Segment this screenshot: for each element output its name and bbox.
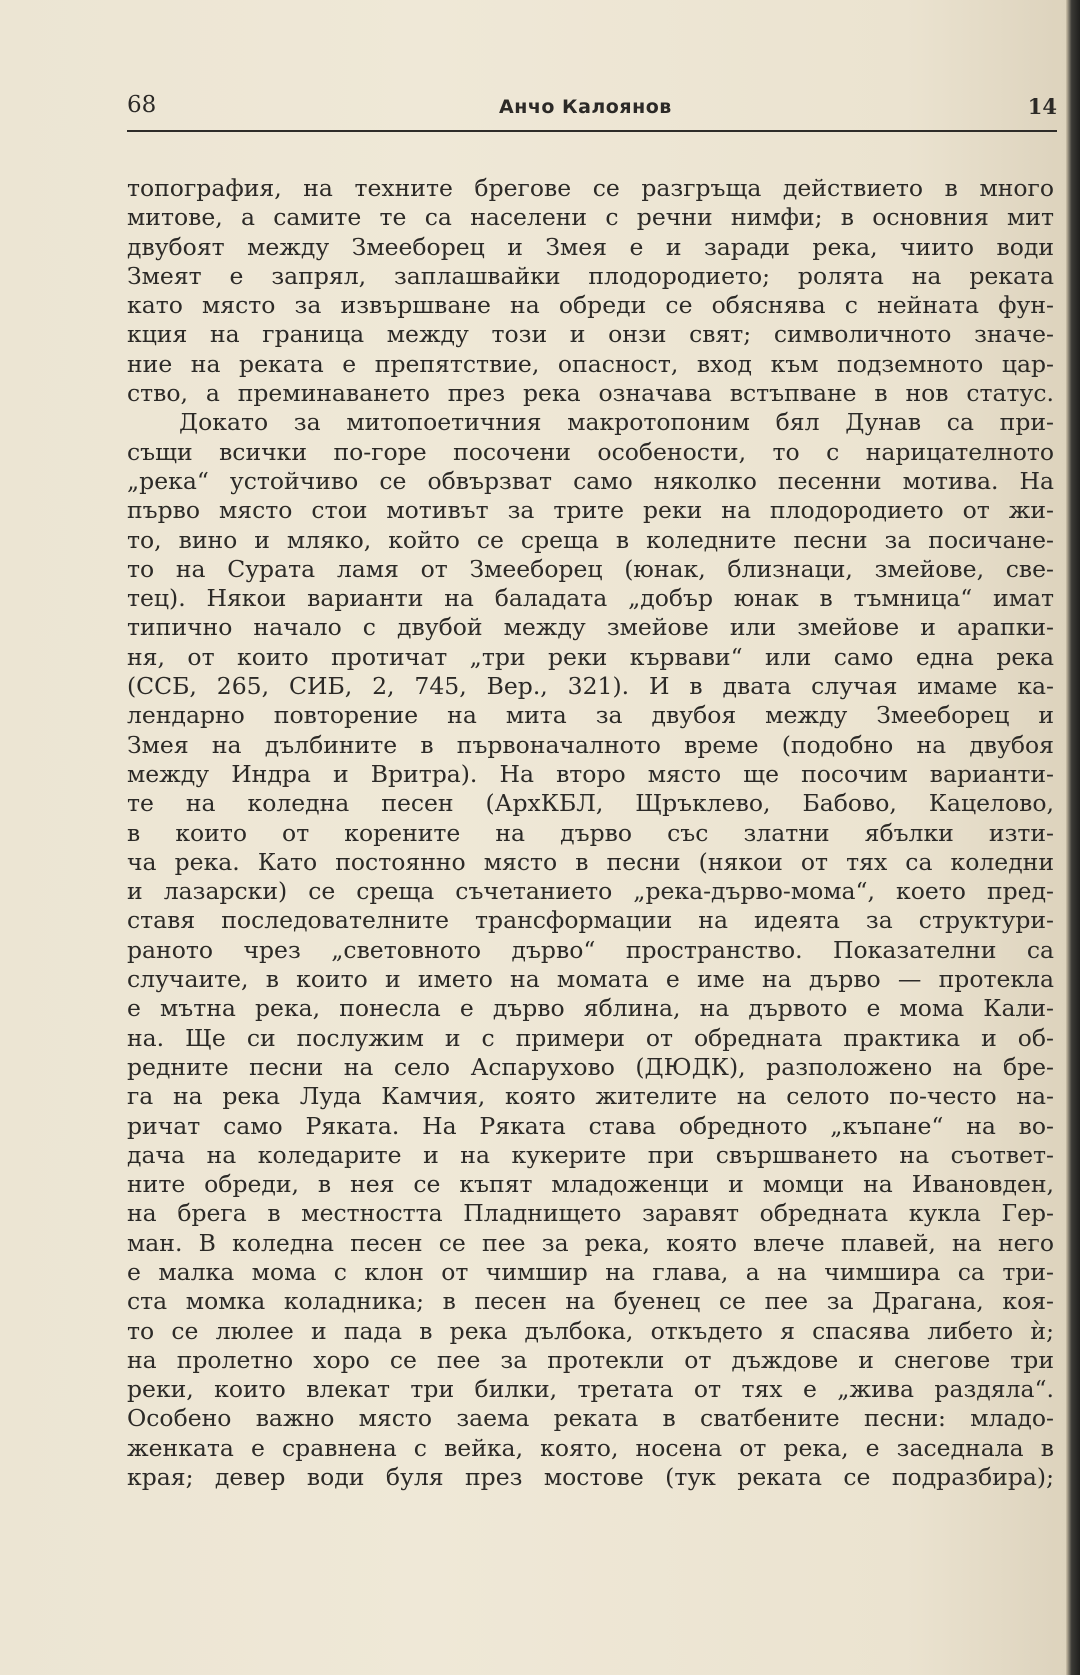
text-line: лендарно повторение на мита за двубоя между Змееборец и [127, 701, 1054, 730]
text-line: като място за извършване на обреди се обяснява с нейната фун- [127, 291, 1054, 320]
text-line: е мътна река, понесла е дърво яблина, на дървото е мома Кали- [127, 994, 1054, 1023]
text-line: Змеят е запрял, заплашвайки плодородието; ролята на реката [127, 261, 1054, 290]
text-line: Змея на дълбините в първоначалното време (подобно на двубоя [127, 730, 1054, 759]
page-header [127, 90, 1057, 126]
text-line: „река“ устойчиво се обвързват само няколко песенни мотива. На [127, 466, 1054, 495]
text-line: га на река Луда Камчия, която жителите на селото по-често на- [127, 1082, 1054, 1111]
text-line: ста момка коладника; в песен на буенец се пее за Драгана, коя- [127, 1287, 1054, 1316]
text-line: ня, от които протичат „три реки кървави“ или само една река [127, 642, 1054, 671]
text-line: е малка мома с клон от чимшир на глава, а на чимшира са три- [127, 1257, 1054, 1286]
text-line: реки, които влекат три билки, третата от тях е „жива раздяла“. [127, 1375, 1054, 1404]
page-number: 68 [127, 92, 157, 118]
text-line: същи всички по-горе посочени особености, то с нарицателното [127, 437, 1054, 466]
text-line: то на Сурата ламя от Змееборец (юнак, близнаци, змейове, све- [127, 554, 1054, 583]
text-line: ча река. Като постоянно място в песни (някои от тях са коледни [127, 847, 1054, 876]
text-line: тец). Някои варианти на баладата „добър юнак в тъмница“ имат [127, 584, 1054, 613]
text-line: случаите, в които и името на момата е име на дърво — протекла [127, 965, 1054, 994]
text-line: типично начало с двубой между змейове или змейове и арапки- [127, 613, 1054, 642]
text-line: между Индра и Вритра). На второ място ще посочим варианти- [127, 759, 1054, 788]
text-line: то, вино и мляко, който се среща в коледните песни за посичане- [127, 525, 1054, 554]
text-line: двубоят между Змееборец и Змея е и заради река, чиито води [127, 232, 1054, 261]
text-line: ман. В коледна песен се пее за река, която влече плавей, на него [127, 1228, 1054, 1257]
text-line: ставя последователните трансформации на идеята за структури- [127, 906, 1054, 935]
running-title: Анчо Калоянов [499, 96, 672, 118]
text-line: и лазарски) се среща съчетанието „река-дърво-мома“, което пред- [127, 877, 1054, 906]
text-line: Особено важно място заема реката в сватбените песни: младо- [127, 1404, 1054, 1433]
text-line: в които от корените на дърво със златни ябълки изти- [127, 818, 1054, 847]
text-line: митове, а самите те са населени с речни нимфи; в основния мит [127, 203, 1054, 232]
text-line: кция на граница между този и онзи свят; символичното значе- [127, 320, 1054, 349]
text-line: дача на коледарите и на кукерите при свършването на съответ- [127, 1140, 1054, 1169]
body-text [127, 174, 1054, 1492]
text-line: редните песни на село Аспарухово (ДЮДК), разположено на бре- [127, 1052, 1054, 1081]
paragraph-start-line: Докато за митопоетичния макротопоним бял Дунав са при- [179, 408, 1054, 437]
text-line: на брега в местността Пладнището заравят обредната кукла Гер- [127, 1199, 1054, 1228]
book-spine-shadow [1066, 0, 1080, 1675]
text-line: те на коледна песен (АрхКБЛ, Щръклево, Бабово, Кацелово, [127, 789, 1054, 818]
text-line: ните обреди, в нея се къпят младоженци и момци на Ивановден, [127, 1170, 1054, 1199]
text-line: женката е сравнена с вейка, която, носена от река, е заседнала в [127, 1433, 1054, 1462]
header-right-mark: 14 [1027, 94, 1057, 119]
text-line: раното чрез „световното дърво“ пространство. Показателни са [127, 935, 1054, 964]
text-line: на. Ще си послужим и с примери от обредната практика и об- [127, 1023, 1054, 1052]
text-line: топография, на техните брегове се разгръща действието в много [127, 174, 1054, 202]
text-line: на пролетно хоро се пее за протекли от дъждове и снегове три [127, 1345, 1054, 1374]
text-line: то се люлее и пада в река дълбока, откъдето я спасява либето ѝ; [127, 1316, 1054, 1345]
text-line: първо място стои мотивът за трите реки на плодородието от жи- [127, 496, 1054, 525]
text-line: (ССБ, 265, СИБ, 2, 745, Вер., 321). И в двата случая имаме ка- [127, 672, 1054, 701]
text-line: ство, а преминаването през река означава встъпване в нов статус. [127, 379, 1054, 408]
text-line: ние на реката е препятствие, опасност, вход към подземното цар- [127, 349, 1054, 378]
header-rule [127, 130, 1057, 132]
text-line: края; девер води буля през мостове (тук реката се подразбира); [127, 1463, 1054, 1492]
text-line: ричат само Ряката. На Ряката става обредното „къпане“ на во- [127, 1111, 1054, 1140]
